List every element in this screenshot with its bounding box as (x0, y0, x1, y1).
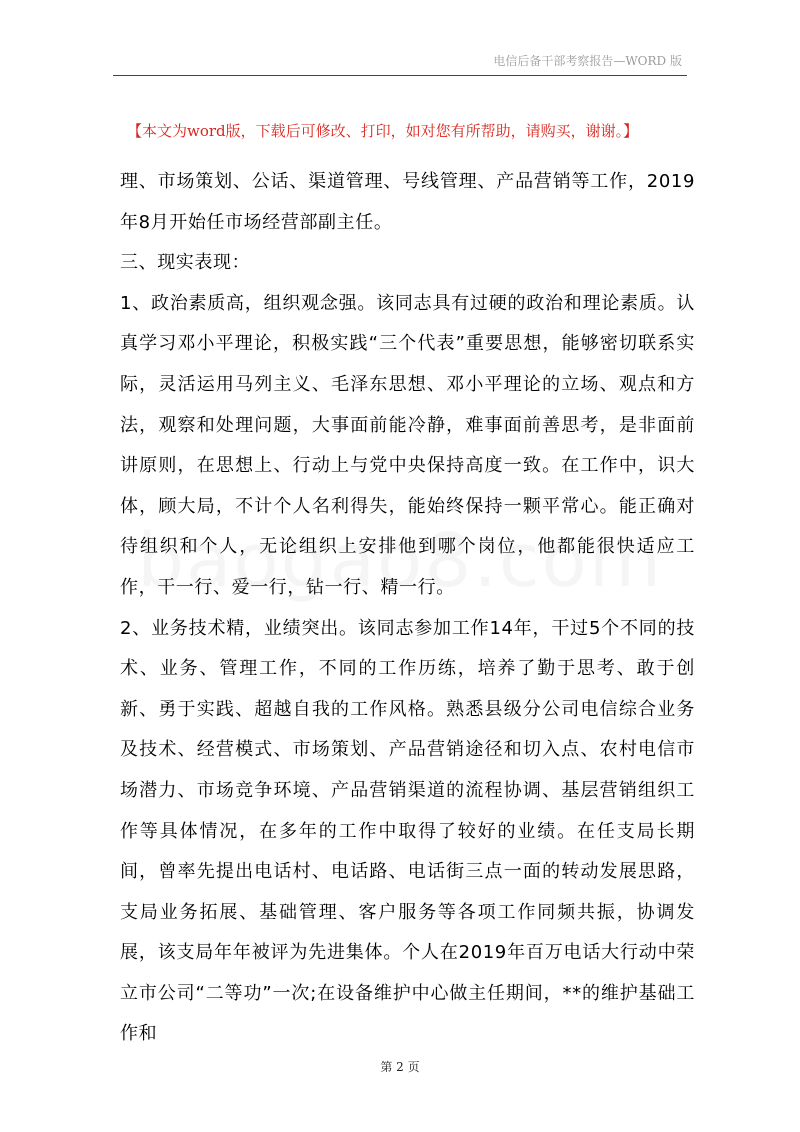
running-header: 电信后备干部考察报告—WORD 版 (493, 54, 682, 68)
paragraph-business-skills: 2、业务技术精，业绩突出。该同志参加工作14年，干过5个不同的技术、业务、管理工作，不同的工作历练，培养了勤于思考、敢于创新、勇于实践、超越自我的工作风格。熟悉县级分公司电信综合业务及技术、经营模式、市场策划、产品营销途径和切入点、农村电信市场潜力、市场竞争环境、产品营销渠道的流程协调、基层营销组织工作等具体情况，在多年的工作中取得了较好的业绩。在任支局长期间，曾率先提出电话村、电话路、电话街三点一面的转动发展思路，支局业务拓展、基础管理、客户服务等各项工作同频共振，协调发展，该支局年年被评为先进集体。个人在2019年百万电话大行动中荣立市公司“二等功”一次;在设备维护中心做主任期间，**的维护基础工作和 (120, 617, 695, 1045)
paragraph-career: 理、市场策划、公话、渠道管理、号线管理、产品营销等工作，2019年8月开始任市场经营部副主任。 (120, 171, 695, 233)
document-body (120, 162, 695, 1055)
page-number: 第 2 页 (380, 1060, 420, 1074)
section-heading-performance: 三、现实表现： (120, 252, 251, 274)
download-notice: 【本文为word版，下载后可修改、打印，如对您有所帮助，请购买，谢谢。】 (127, 122, 639, 140)
paragraph-political-quality: 1、政治素质高，组织观念强。该同志具有过硬的政治和理论素质。认真学习邓小平理论，积极实践“三个代表”重要思想，能够密切联系实际，灵活运用马列主义、毛泽东思想、邓小平理论的立场、观点和方法，观察和处理问题，大事面前能冷静，难事面前善思考，是非面前讲原则，在思想上、行动上与党中央保持高度一致。在工作中，识大体，顾大局，不计个人名利得失，能始终保持一颗平常心。能正确对待组织和个人，无论组织上安排他到哪个岗位，他都能很快适应工作，干一行、爱一行，钻一行、精一行。 (120, 292, 695, 598)
header-divider (113, 75, 687, 76)
